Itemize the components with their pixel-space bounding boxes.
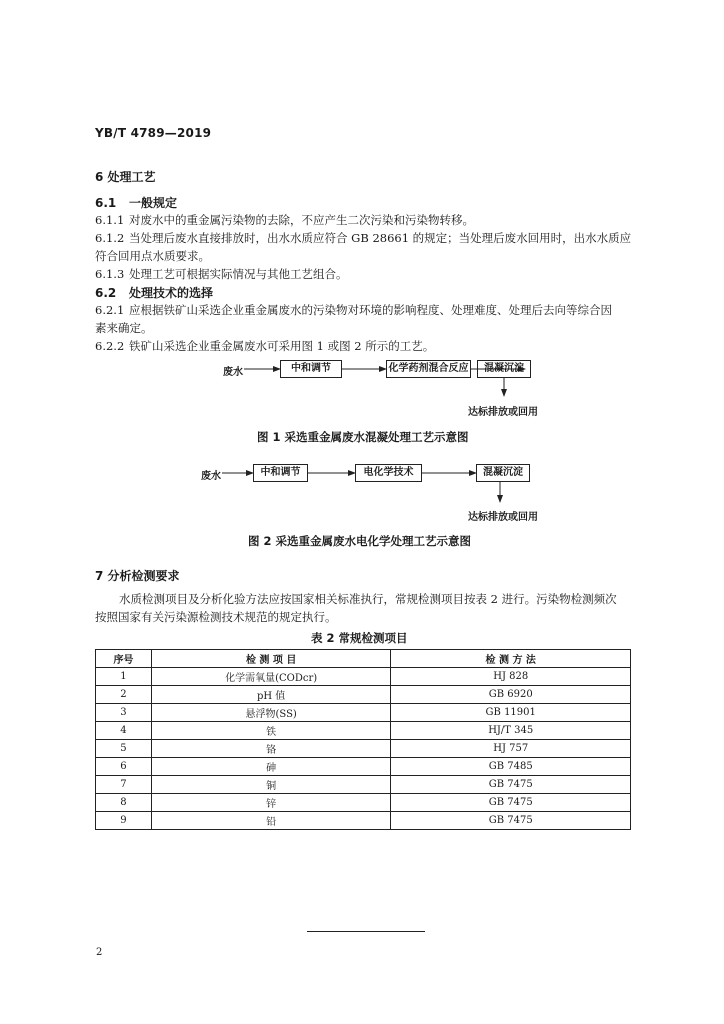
clause-text: 应根据铁矿山采选企业重金属废水的污染物对环境的影响程度、处理难度、处理后去向等综合因 — [129, 303, 612, 317]
page-number: 2 — [96, 947, 103, 958]
cell-method: GB 7475 — [391, 794, 631, 812]
document-code-header: YB/T 4789—2019 — [95, 126, 212, 140]
table-row — [96, 704, 631, 722]
header-item: 检 测 项 目 — [151, 650, 391, 668]
clause-number: 6.1.2 — [95, 231, 125, 245]
cell-serial: 1 — [96, 668, 152, 686]
fig2-step-electrochemical: 电化学技术 — [355, 464, 422, 482]
cell-item: 铅 — [151, 812, 391, 830]
cell-serial: 5 — [96, 740, 152, 758]
fig2-input-label: 废水 — [201, 471, 221, 482]
fig2-output-label: 达标排放或回用 — [468, 512, 538, 523]
fig1-output-label: 达标排放或回用 — [468, 407, 538, 418]
table-row — [96, 722, 631, 740]
cell-serial: 7 — [96, 776, 152, 794]
table-row — [96, 758, 631, 776]
clause-text: 当处理后废水直接排放时，出水水质应符合 GB 28661 的规定；当处理后废水回用时，出水水质应 — [129, 231, 632, 245]
clause-number: 6.1.3 — [95, 267, 125, 281]
table-2-caption: 表 2 常规检测项目 — [311, 631, 408, 645]
table-row — [96, 776, 631, 794]
section-7-title: 7 分析检测要求 — [95, 569, 180, 583]
clause-text: 铁矿山采选企业重金属废水可采用图 1 或图 2 所示的工艺。 — [129, 339, 435, 353]
clause-6-1-2-continued: 符合回用点水质要求。 — [95, 249, 210, 263]
table-row — [96, 668, 631, 686]
cell-item: 铜 — [151, 776, 391, 794]
fig1-step-neutralize: 中和调节 — [280, 360, 342, 378]
fig2-step-neutralize: 中和调节 — [253, 464, 308, 482]
inspection-items-table — [95, 649, 631, 830]
cell-item: 铬 — [151, 740, 391, 758]
clause-number: 6.2.2 — [95, 339, 125, 353]
table-row — [96, 740, 631, 758]
header-serial: 序号 — [96, 650, 152, 668]
table-row — [96, 794, 631, 812]
table-row — [96, 686, 631, 704]
cell-item: 锌 — [151, 794, 391, 812]
clause-number: 6.1.1 — [95, 213, 125, 227]
cell-item: 悬浮物(SS) — [151, 704, 391, 722]
section-title: 处理技术的选择 — [129, 286, 214, 300]
cell-method: HJ/T 345 — [391, 722, 631, 740]
cell-serial: 2 — [96, 686, 152, 704]
clause-number: 6.2.1 — [95, 303, 125, 317]
cell-method: HJ 757 — [391, 740, 631, 758]
cell-item: 化学需氧量(CODcr) — [151, 668, 391, 686]
section-number: 6.1 — [95, 196, 117, 210]
footer-divider — [307, 931, 425, 932]
table-header-row — [96, 650, 631, 668]
cell-method: GB 7475 — [391, 812, 631, 830]
clause-6-2-1-continued: 素来确定。 — [95, 321, 153, 335]
cell-serial: 9 — [96, 812, 152, 830]
figure-2-caption: 图 2 采选重金属废水电化学处理工艺示意图 — [248, 534, 472, 548]
cell-serial: 3 — [96, 704, 152, 722]
cell-serial: 6 — [96, 758, 152, 776]
cell-method: HJ 828 — [391, 668, 631, 686]
cell-serial: 4 — [96, 722, 152, 740]
fig2-step-coagulation: 混凝沉淀 — [476, 464, 530, 482]
cell-item: pH 值 — [151, 686, 391, 704]
section-7-paragraph-line2: 按照国家有关污染源检测技术规范的规定执行。 — [95, 610, 337, 624]
figure-1-caption: 图 1 采选重金属废水混凝处理工艺示意图 — [257, 430, 469, 444]
cell-item: 铁 — [151, 722, 391, 740]
header-method: 检 测 方 法 — [391, 650, 631, 668]
fig1-step-coagulation: 混凝沉淀 — [477, 360, 531, 378]
clause-text: 对废水中的重金属污染物的去除，不应产生二次污染和污染物转移。 — [129, 213, 474, 227]
section-title: 一般规定 — [129, 196, 178, 210]
cell-method: GB 7485 — [391, 758, 631, 776]
section-6-title: 6 处理工艺 — [95, 170, 156, 184]
section-7-paragraph-line1: 水质检测项目及分析化验方法应按国家相关标准执行，常规检测项目按表 2 进行。污染物检测频次 — [119, 592, 617, 606]
cell-method: GB 7475 — [391, 776, 631, 794]
cell-method: GB 6920 — [391, 686, 631, 704]
cell-serial: 8 — [96, 794, 152, 812]
fig1-input-label: 废水 — [223, 367, 243, 378]
section-number: 6.2 — [95, 286, 117, 300]
cell-item: 砷 — [151, 758, 391, 776]
table-row — [96, 812, 631, 830]
cell-method: GB 11901 — [391, 704, 631, 722]
clause-text: 处理工艺可根据实际情况与其他工艺组合。 — [129, 267, 348, 281]
fig1-step-chemical-reaction: 化学药剂混合反应 — [386, 360, 471, 378]
